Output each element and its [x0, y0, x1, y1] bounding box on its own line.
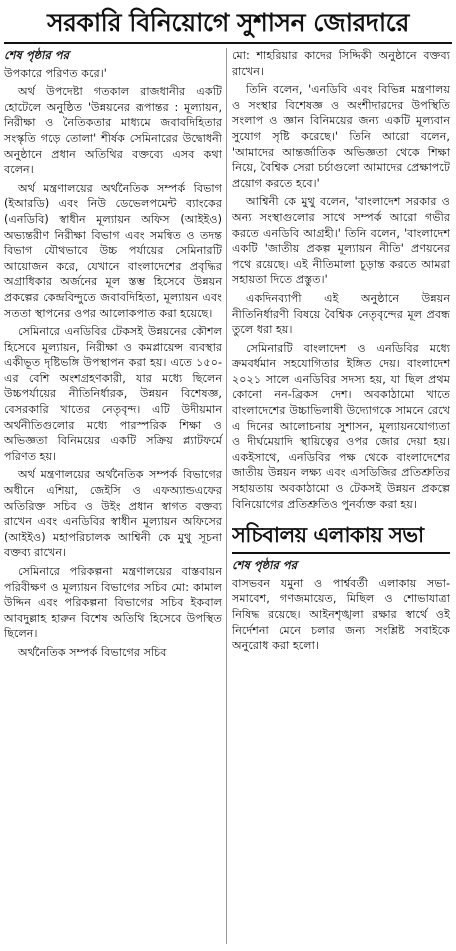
second-article-headline: সচিবালয় এলাকায় সভা [232, 523, 424, 548]
second-headline-divider [232, 552, 450, 554]
article-paragraph: সেমিনারে এনডিবির টেকসই উন্নয়নের কৌশল হিসেবে মূল্যায়ন, নিরীক্ষা ও কমপ্লায়েন্স ব্যবস্থার একীভূত দৃষ্টিভঙ্গি উপস্থাপন করা হয়। এতে ১৫০-এর বেশি অংশগ্রহণকারী, যার মধ্যে ছিলেন উচ্চপর্যায়ের নীতিনির্ধারক, উন্নয়ন বিশেষজ্ঞ, বেসরকারি খাতের নেতৃবৃন্দ। এটি উদীয়মান অর্থনীতিগুলোর মধ্যে পারস্পরিক শিক্ষা ও অভিজ্ঞতা বিনিময়ের একটি সক্রিয় প্ল্যাটফর্মে পরিণত হয়। [4, 325, 222, 463]
article-paragraph: মো: শাহরিয়ার কাদের সিদ্দিকী অনুষ্ঠানে বক্তব্য রাখেন। [232, 49, 450, 78]
article-paragraph: আশ্বিনী কে মুথু বলেন, 'বাংলাদেশ সরকার ও অন্য সংস্থাগুলোর সাথে সম্পর্ক আরো গভীর করতে এনডিবি আগ্রহী।' তিনি বলেন, 'বাংলাদেশ একটি 'জাতীয় প্রকল্প মূল্যায়ন নীতি' প্রণয়নের পথে রয়েছে। এই নীতিমালা চূড়ান্ত করতে আমরা সহায়তা দিতে প্রস্তুত।' [232, 195, 450, 287]
continued-from-label: শেষ পৃষ্ঠার পর [232, 558, 297, 573]
article-paragraph: তিনি বলেন, 'এনডিবি এবং বিভিন্ন মন্ত্রণালয় ও সংস্থার বিশেষজ্ঞ ও অংশীদারদের উপস্থিতি সংলাপ ও জ্ঞান বিনিময়ের জন্য একটি মূল্যবান সুযোগ সৃষ্টি করেছে।' তিনি আরো বলেন, 'আমাদের আন্তর্জাতিক অভিজ্ঞতা থেকে শিক্ষা নিয়ে, বৈশ্বিক সেরা চর্চাগুলো আমাদের প্রেক্ষাপটে প্রয়োগ করতে হবে।' [232, 83, 450, 190]
article-paragraph: অর্থ মন্ত্রণালয়ের অর্থনৈতিক সম্পর্ক বিভাগ (ইআরডি) এবং নিউ ডেভেলপমেন্ট ব্যাংকের (এনডিবি) স্বাধীন মূল্যায়ন অফিস (আইইও) অভ্যন্তরীণ নিরীক্ষা বিভাগ এবং সমন্বিত ও তদন্ত বিভাগ যৌথভাবে উচ্চ পর্যায়ের সেমিনারটি আয়োজন করে, যেখানে বাংলাদেশের প্রবৃদ্ধির অগ্রাধিকার অর্জনের মূল স্তম্ভ হিসেবে উন্নয়ন প্রকল্পের কেন্দ্রবিন্দুতে জবাবদিহিতা, মূল্যায়ন এবং সততা স্থাপনের ওপর আলোকপাত করা হয়েছে। [4, 181, 222, 320]
article-headline: সরকারি বিনিয়োগে সুশাসন জোরদারে [47, 8, 409, 37]
column-divider [226, 48, 227, 944]
article-paragraph: বাসভবন যমুনা ও পার্শ্ববর্তী এলাকায় সভা-সমাবেশ, গণজমায়েত, মিছিল ও শোভাযাত্রা নিষিদ্ধ রয়েছে। আইনশৃঙ্খলা রক্ষার স্বার্থে ওই নির্দেশনা মেনে চলার জন্য সংশ্লিষ্ট সবাইকে অনুরোধ করা হলো। [232, 576, 450, 653]
article-paragraph: সেমিনারে পরিকল্পনা মন্ত্রণালয়ের বাস্তবায়ন পরিবীক্ষণ ও মূল্যায়ন বিভাগের সচিব মো: কামাল উদ্দিন এবং পরিকল্পনা বিভাগের সচিব ইকবাল আবদুল্লাহ হারুন বিশেষ অতিথি হিসেবে উপস্থিত ছিলেন। [4, 565, 222, 641]
headline-divider [4, 42, 452, 44]
article-paragraph: অর্থ উপদেষ্টা গতকাল রাজধানীর একটি হোটেলে অনুষ্ঠিত 'উন্নয়নের রূপান্তর : মূল্যায়ন, নিরীক্ষা ও নৈতিকতার মাধ্যমে জবাবদিহিতার সংস্কৃতি গড়ে তোলা' শীর্ষক সেমিনারের উদ্বোধনী অনুষ্ঠানে প্রধান অতিথির বক্তব্যে এসব কথা বলেন। [4, 85, 222, 177]
left-column [4, 48, 222, 664]
continued-from-label: শেষ পৃষ্ঠার পর [4, 48, 69, 62]
second-article [232, 520, 450, 654]
article-paragraph: অর্থ মন্ত্রণালয়ের অর্থনৈতিক সম্পর্ক বিভাগের অধীনে এশিয়া, জেইসি ও এফঅ্যান্ডএফের অতিরিক্ত সচিব ও উইং প্রধান স্বাগত বক্তব্য রাখেন এবং এনডিবির স্বাধীন মূল্যায়ন অফিসের (আইইও) মহাপরিচালক আশ্বিনী কে মুথু সূচনা বক্তব্য রাখেন। [4, 468, 222, 560]
article-paragraph: অর্থনৈতিক সম্পর্ক বিভাগের সচিব [18, 645, 167, 659]
article-paragraph: একদিনব্যাপী এই অনুষ্ঠানে উন্নয়ন নীতিনির্ধারণী বিষয়ে বৈশ্বিক নেতৃবৃন্দের মূল প্রবন্ধ তুলে ধরা হয়। [232, 291, 450, 337]
article-paragraph: সেমিনারটি বাংলাদেশ ও এনডিবির মধ্যে ক্রমবর্ধমান সহযোগিতার ইঙ্গিত দেয়। বাংলাদেশ ২০২১ সালে এনডিবির সদস্য হয়, যা ছিল প্রথম কোনো নন-ব্রিকস দেশ। অবকাঠামো খাতে বাংলাদেশের উচ্চাভিলাষী উদ্যোগকে সামনে রেখে এ দিনের আলোচনায় সুশাসন, মূল্যায়নযোগ্যতা ও দীর্ঘমেয়াদি স্থায়িত্বের ওপর জোর দেয়া হয়। একইসাথে, এনডিবির পক্ষ থেকে বাংলাদেশের জাতীয় উন্নয়ন লক্ষ্য এবং এসডিজির প্রতিশ্রুতির সহায়তায় অবকাঠামো ও টেকসই উন্নয়ন প্রকল্পে বিনিয়োগের প্রতিশ্রুতিও পুনর্ব্যক্ত করা হয়। [232, 341, 450, 511]
article-paragraph: উপকারে পরিণত করে।' [4, 66, 107, 80]
right-column [232, 48, 450, 657]
